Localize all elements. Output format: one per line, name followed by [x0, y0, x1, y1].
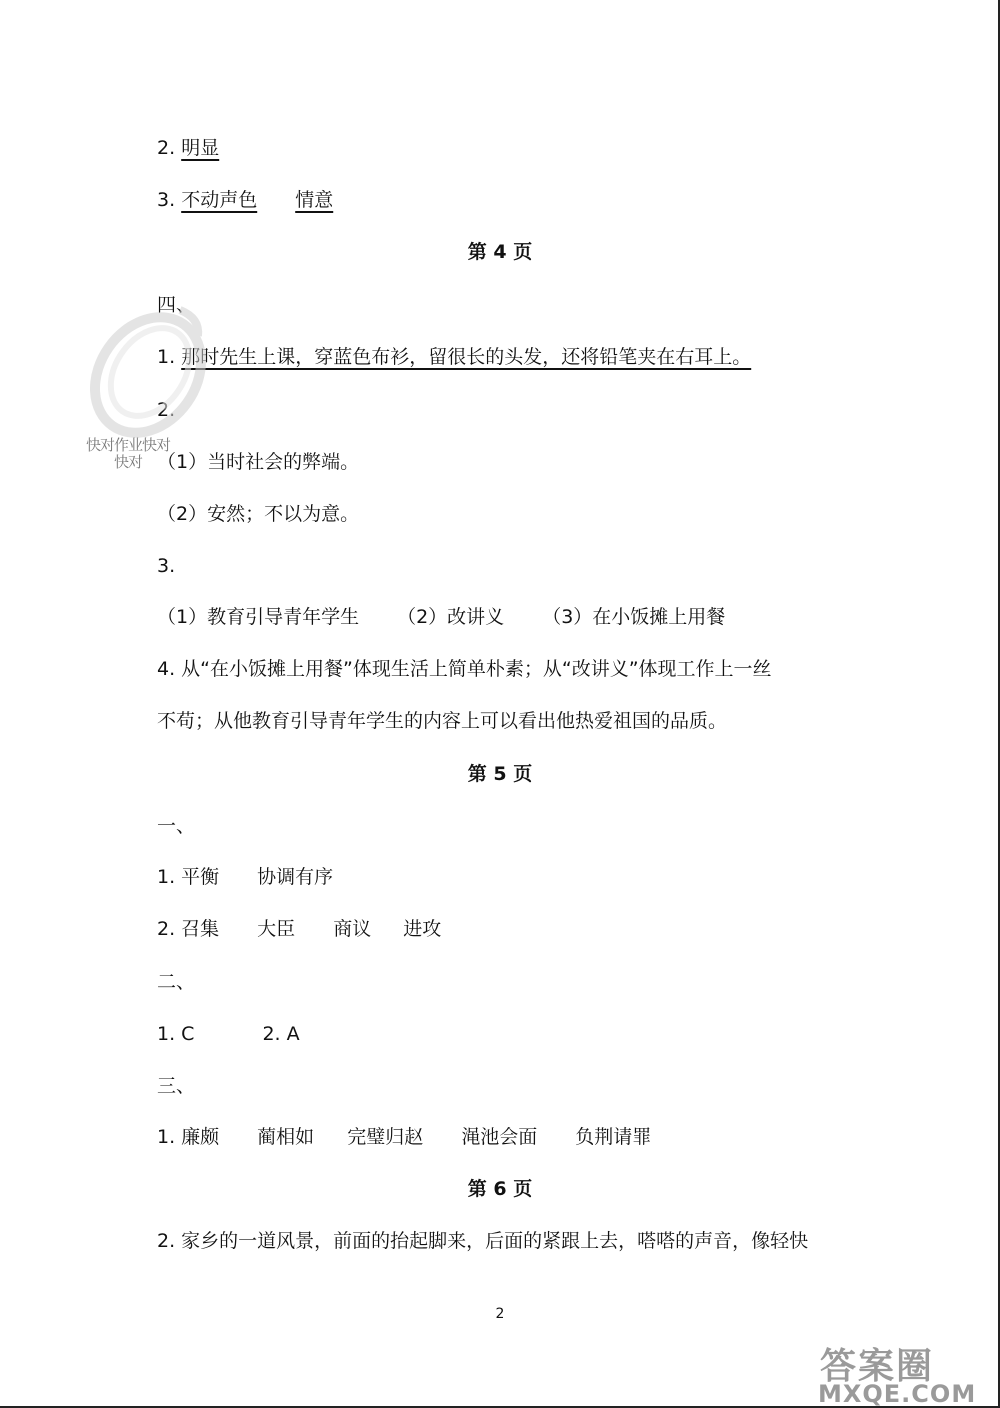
answer-line-5-mc: [157, 1021, 300, 1047]
answer-text: 2. A: [262, 1023, 300, 1045]
item-number: 2.: [157, 137, 176, 159]
answer-text: （1）教育引导青年学生: [157, 606, 360, 628]
answer-line-4-3: 3.: [157, 555, 176, 577]
answer-line-4-2: 2.: [157, 399, 176, 421]
answer-text: 情意: [295, 189, 334, 211]
answer-text: 蔺相如: [257, 1126, 315, 1148]
watermark-right-title: 答案圈: [820, 1346, 935, 1387]
answer-line-6-2: 2. 家乡的一道风景，前面的抬起脚来，后面的紧跟上去，嗒嗒的声音，像轻快: [157, 1230, 809, 1252]
answer-text: 1. 平衡: [157, 866, 220, 888]
answer-line-4-1: [157, 344, 751, 370]
answer-text: 完璧归赵: [347, 1126, 424, 1148]
answer-text: 2. 召集: [157, 918, 220, 940]
answer-text: 不动声色: [181, 189, 258, 211]
page-heading-5: 第 5 页: [467, 763, 533, 785]
answer-text: 那时先生上课，穿蓝色布衫，留很长的头发，还将铅笔夹在右耳上。: [181, 346, 752, 368]
answer-text: （2）改讲义: [397, 606, 505, 628]
section-three: 三、: [157, 1075, 196, 1097]
answer-text: 1. C: [157, 1023, 195, 1045]
answer-text: 负荆请罪: [575, 1126, 652, 1148]
watermark-left-text: 快对作业快对 快对: [86, 436, 171, 471]
answer-text: 渑池会面: [461, 1126, 538, 1148]
item-number: 1.: [157, 346, 176, 368]
section-one: 一、: [157, 815, 196, 837]
answer-line-4-3-items: [157, 604, 725, 630]
answer-line-5-1: [157, 864, 333, 890]
answer-line-2: [157, 135, 219, 161]
answer-text: 明显: [181, 137, 220, 159]
item-number: 3.: [157, 189, 176, 211]
answer-line-4-2-1: （1）当时社会的弊端。: [157, 451, 360, 473]
answer-line-4-4-cont: 不苟；从他教育引导青年学生的内容上可以看出他热爱祖国的品质。: [157, 710, 728, 732]
page-number: 2: [495, 1306, 505, 1322]
answer-text: 进攻: [403, 918, 442, 940]
page-heading-6: 第 6 页: [467, 1178, 533, 1200]
section-four: 四、: [157, 294, 196, 316]
answer-text: 商议: [333, 918, 372, 940]
page-heading-4: 第 4 页: [467, 241, 533, 263]
watermark-right-url: MXQE.COM: [818, 1380, 977, 1408]
answer-line-4-2-2: （2）安然；不以为意。: [157, 503, 360, 525]
answer-line-3: [157, 187, 333, 213]
answer-text: 1. 廉颇: [157, 1126, 220, 1148]
answer-text: 大臣: [257, 918, 296, 940]
section-two: 二、: [157, 971, 196, 993]
answer-line-4-4: 4. 从“在小饭摊上用餐”体现生活上简单朴素；从“改讲义”体现工作上一丝: [157, 658, 772, 680]
answer-line-5-2: [157, 916, 441, 942]
answer-text: 协调有序: [257, 866, 334, 888]
answer-line-5-3-1: [157, 1124, 651, 1150]
answer-text: （3）在小饭摊上用餐: [542, 606, 726, 628]
